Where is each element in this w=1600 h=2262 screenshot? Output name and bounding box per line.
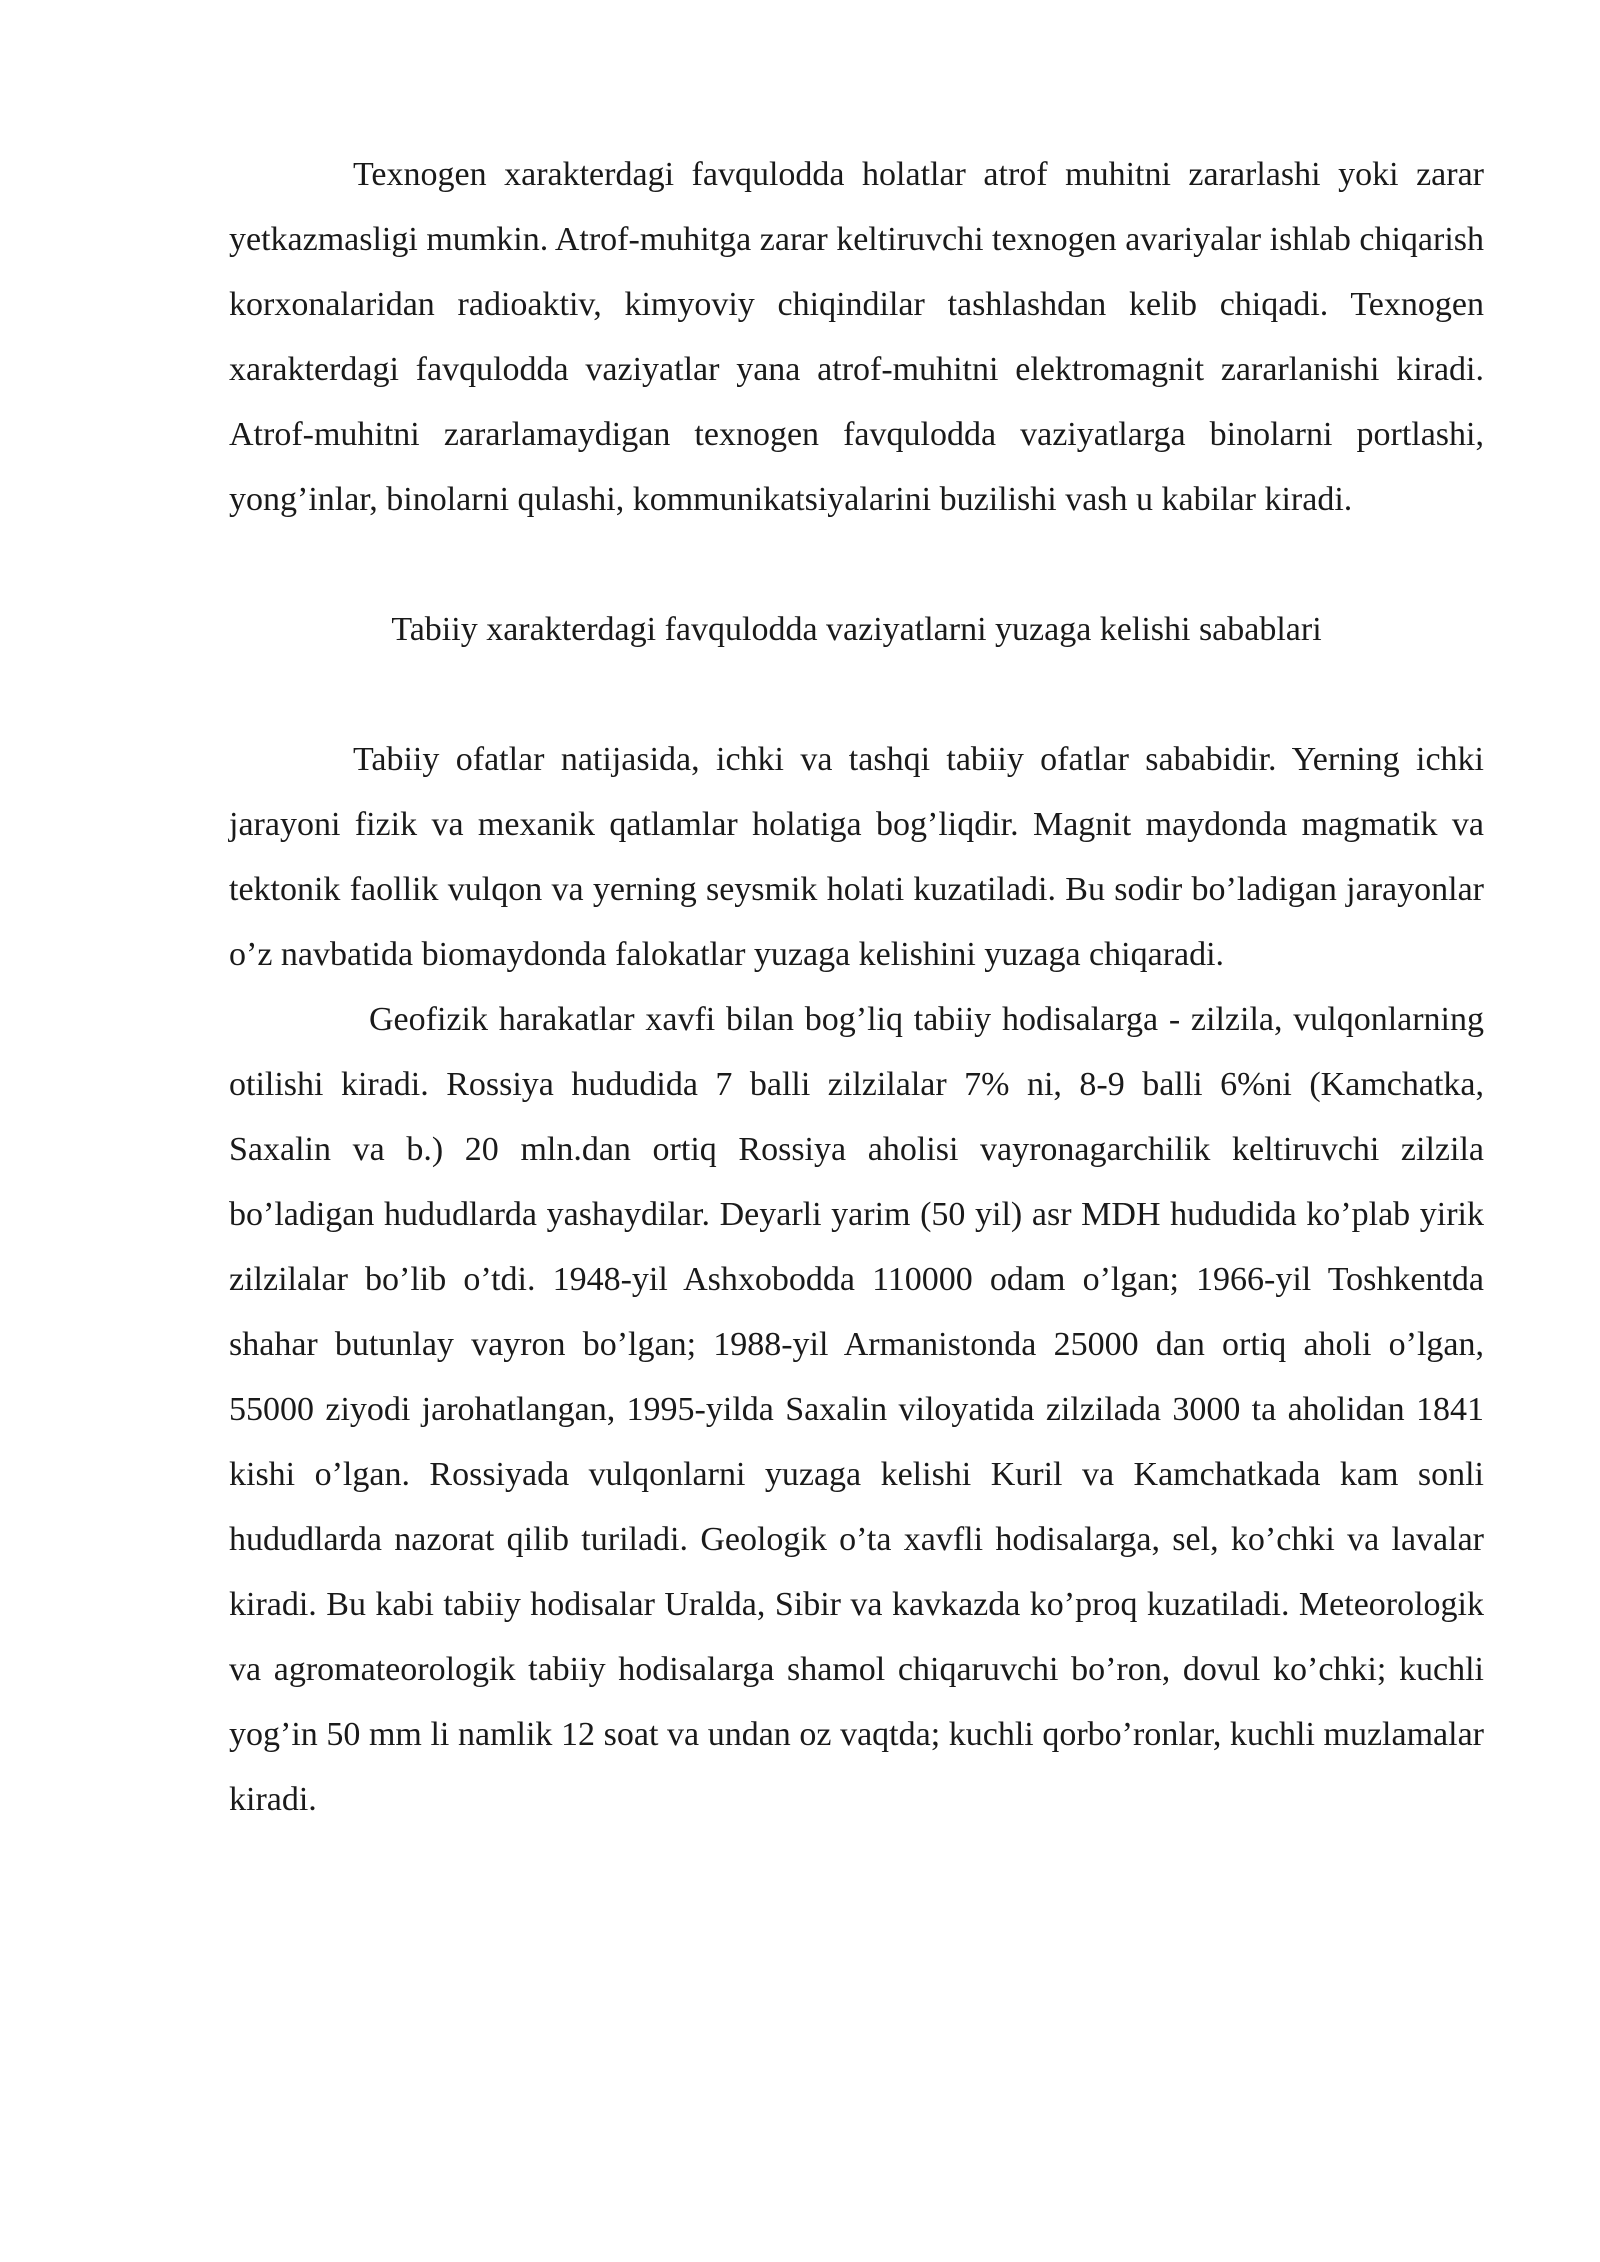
spacer: [229, 662, 1484, 727]
section-heading: Tabiiy xarakterdagi favqulodda vaziyatlarni yuzaga kelishi sabablari: [391, 611, 1322, 648]
document-body: [229, 142, 1484, 1832]
paragraph-technogenic: Texnogen xarakterdagi favqulodda holatlar atrof muhitni zararlashi yoki zarar yetkazmasligi mumkin. Atrof-muhitga zarar keltiruvchi texnogen avariyalar ishlab chiqarish korxonalaridan radioaktiv, kimyoviy chiqindilar tashlashdan kelib chiqadi. Texnogen xarakterdagi favqulodda vaziyatlar yana atrof-muhitni elektromagnit zararlanishi kiradi. Atrof-muhitni zararlamaydigan texnogen favqulodda vaziyatlarga binolarni portlashi, yong’inlar, binolarni qulashi, kommunikatsiyalarini buzilishi vash u kabilar kiradi.: [229, 156, 1484, 518]
paragraph-natural-causes: Tabiiy ofatlar natijasida, ichki va tashqi tabiiy ofatlar sababidir. Yerning ichki jarayoni fizik va mexanik qatlamlar holatiga bog’liqdir. Magnit maydonda magmatik va tektonik faollik vulqon va yerning seysmik holati kuzatiladi. Bu sodir bo’ladigan jarayonlar o’z navbatida biomaydonda falokatlar yuzaga kelishini yuzaga chiqaradi.: [229, 741, 1484, 973]
spacer: [229, 532, 1484, 597]
paragraph-geophysical: Geofizik harakatlar xavfi bilan bog’liq tabiiy hodisalarga - zilzila, vulqonlarning otilishi kiradi. Rossiya hududida 7 balli zilzilalar 7% ni, 8-9 balli 6%ni (Kamchatka, Saxalin va b.) 20 mln.dan ortiq Rossiya aholisi vayronagarchilik keltiruvchi zilzila bo’ladigan hududlarda yashaydilar. Deyarli yarim (50 yil) asr MDH hududida ko’plab yirik zilzilalar bo’lib o’tdi. 1948-yil Ashxobodda 110000 odam o’lgan; 1966-yil Toshkentda shahar butunlay vayron bo’lgan; 1988-yil Armanistonda 25000 dan ortiq aholi o’lgan, 55000 ziyodi jarohatlangan, 1995-yilda Saxalin viloyatida zilzilada 3000 ta aholidan 1841 kishi o’lgan. Rossiyada vulqonlarni yuzaga kelishi Kuril va Kamchatkada kam sonli hududlarda nazorat qilib turiladi. Geologik o’ta xavfli hodisalarga, sel, ko’chki va lavalar kiradi. Bu kabi tabiiy hodisalar Uralda, Sibir va kavkazda ko’proq kuzatiladi. Meteorologik va agromateorologik tabiiy hodisalarga shamol chiqaruvchi bo’ron, dovul ko’chki; kuchli yog’in 50 mm li namlik 12 soat va undan oz vaqtda; kuchli qorbo’ronlar, kuchli muzlamalar kiradi.: [229, 1001, 1484, 1818]
